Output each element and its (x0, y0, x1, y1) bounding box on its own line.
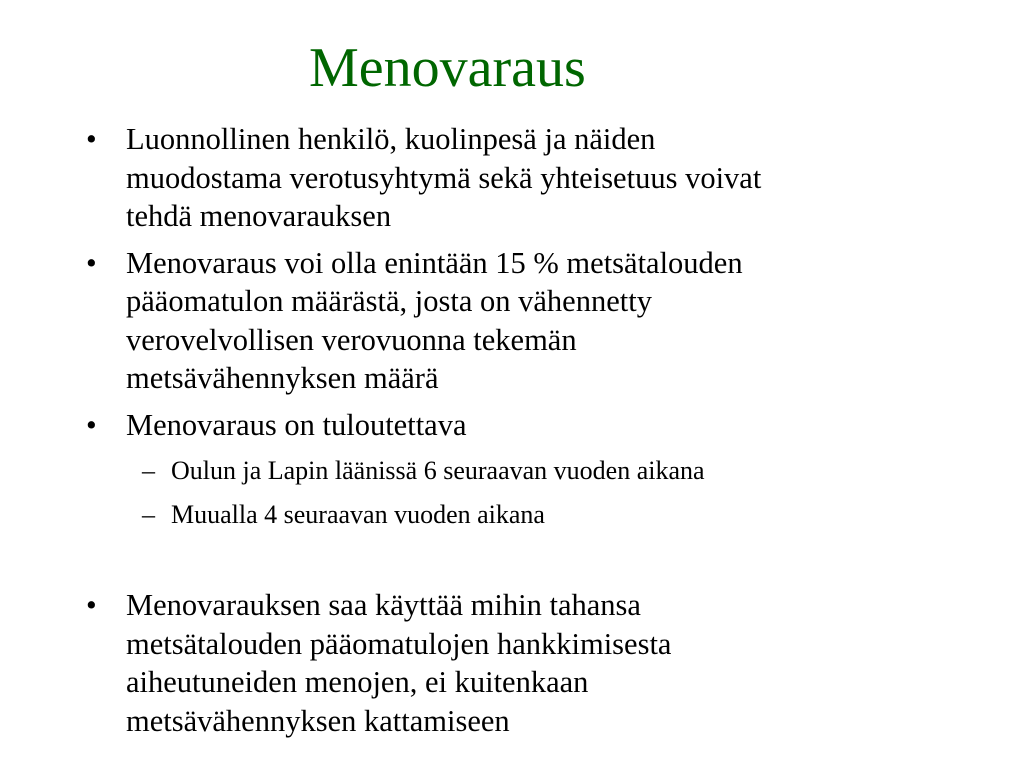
bullet-line: metsätalouden pääomatulojen hankkimisesta (126, 626, 672, 661)
bullet-item (86, 120, 946, 236)
bullet-line: Menovaraus on tuloutettava (126, 407, 467, 442)
bullet-marker: • (86, 407, 97, 442)
bullet-marker: • (86, 122, 97, 156)
bullet-marker: • (86, 245, 97, 280)
sub-bullet-marker: – (142, 456, 155, 485)
sub-bullet-line: Muualla 4 seuraavan vuoden aikana (171, 500, 545, 529)
slide-title: Menovaraus (309, 37, 586, 99)
bullet-line: tehdä menovarauksen (126, 199, 392, 233)
bullet-line: verovelvollisen verovuonna tekemän (126, 322, 577, 357)
sub-bullet-item (86, 498, 946, 532)
bullet-item (86, 406, 946, 445)
bullet-line: muodostama verotusyhtymä sekä yhteisetuus voivat (126, 160, 762, 195)
bullet-line: pääomatulon määrästä, josta on vähennetty (126, 284, 652, 318)
bullet-marker: • (86, 588, 97, 622)
bullet-line: aiheutuneiden menojen, ei kuitenkaan (126, 665, 589, 699)
sub-bullet-marker: – (142, 500, 155, 529)
bullet-item (86, 586, 946, 740)
bullet-item (86, 244, 946, 398)
sub-bullet-line: Oulun ja Lapin läänissä 6 seuraavan vuoden aikana (171, 456, 705, 485)
sub-bullet-item (86, 454, 946, 488)
bullet-line: Luonnollinen henkilö, kuolinpesä ja näiden (126, 122, 656, 156)
slide-body (86, 120, 946, 740)
bullet-line: Menovarauksen saa käyttää mihin tahansa (126, 588, 641, 622)
bullet-line: Menovaraus voi olla enintään 15 % metsätalouden (126, 245, 743, 280)
bullet-line: metsävähennyksen määrä (126, 361, 439, 395)
bullet-line: metsävähennyksen kattamiseen (126, 703, 510, 738)
